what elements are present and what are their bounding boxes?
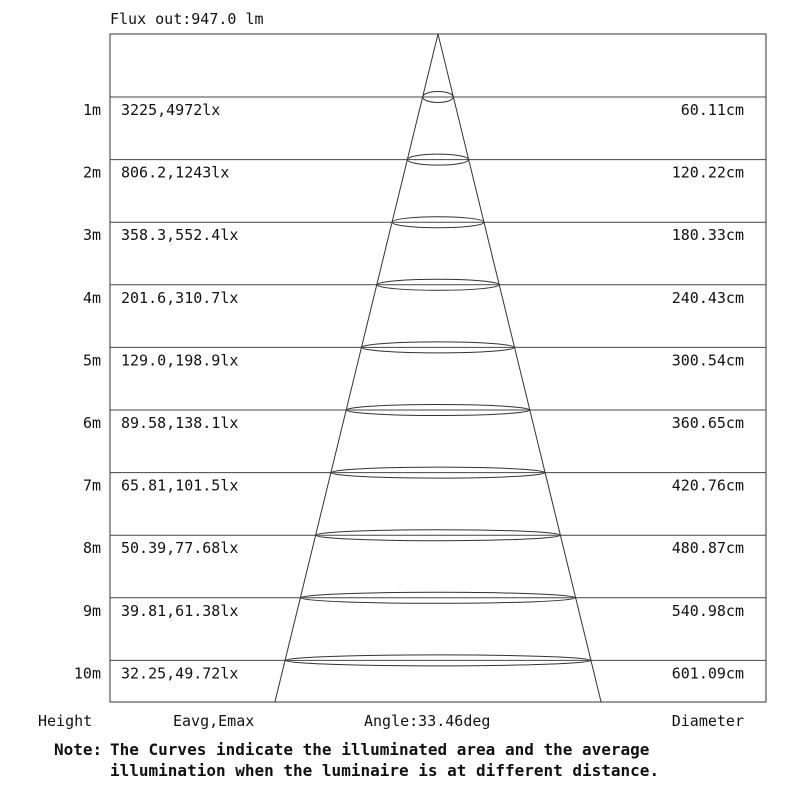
diameter-label-9: 540.98cm [671, 601, 744, 620]
illuminance-label-2: 806.2,1243lx [121, 163, 230, 182]
height-label-7: 7m [82, 476, 101, 495]
diameter-label-8: 480.87cm [671, 539, 744, 558]
beam-angle-label: Angle:33.46deg [364, 712, 491, 730]
note-line-1: The Curves indicate the illuminated area and the average [110, 740, 650, 759]
diameter-label-7: 420.76cm [671, 476, 744, 495]
height-axis-label: Height [38, 712, 93, 730]
rows-layer [74, 97, 766, 682]
diameter-label-5: 300.54cm [671, 351, 744, 370]
eavg-emax-label: Eavg,Emax [173, 712, 255, 730]
illuminance-label-8: 50.39,77.68lx [121, 539, 239, 558]
illuminance-label-7: 65.81,101.5lx [121, 476, 239, 495]
height-label-5: 5m [82, 351, 101, 370]
height-label-3: 3m [82, 226, 101, 245]
height-label-9: 9m [82, 601, 101, 620]
height-label-1: 1m [82, 101, 101, 119]
illuminance-label-4: 201.6,310.7lx [121, 288, 239, 307]
illuminance-label-1: 3225,4972lx [121, 101, 221, 119]
height-label-8: 8m [82, 539, 101, 558]
illuminance-label-3: 358.3,552.4lx [121, 226, 239, 245]
illuminance-label-10: 32.25,49.72lx [121, 664, 239, 683]
diameter-label-3: 180.33cm [671, 226, 744, 245]
height-label-2: 2m [82, 163, 101, 182]
note-prefix: Note: [54, 740, 103, 759]
illuminance-label-9: 39.81,61.38lx [121, 601, 239, 620]
height-label-10: 10m [73, 664, 101, 683]
flux-label: Flux out:947.0 lm [110, 10, 264, 28]
illuminance-label-6: 89.58,138.1lx [121, 414, 239, 432]
diameter-label-6: 360.65cm [671, 414, 744, 432]
note-line-2: illumination when the luminaire is at different distance. [110, 761, 660, 780]
diameter-label-4: 240.43cm [671, 288, 744, 307]
illuminance-label-5: 129.0,198.9lx [121, 351, 239, 370]
diameter-label-10: 601.09cm [671, 664, 744, 683]
diameter-label-2: 120.22cm [671, 163, 744, 182]
height-label-6: 6m [82, 414, 101, 432]
diameter-label-1: 60.11cm [680, 101, 744, 119]
diameter-axis-label: Diameter [671, 712, 744, 730]
height-label-4: 4m [82, 288, 101, 307]
cone-layer [275, 34, 601, 702]
